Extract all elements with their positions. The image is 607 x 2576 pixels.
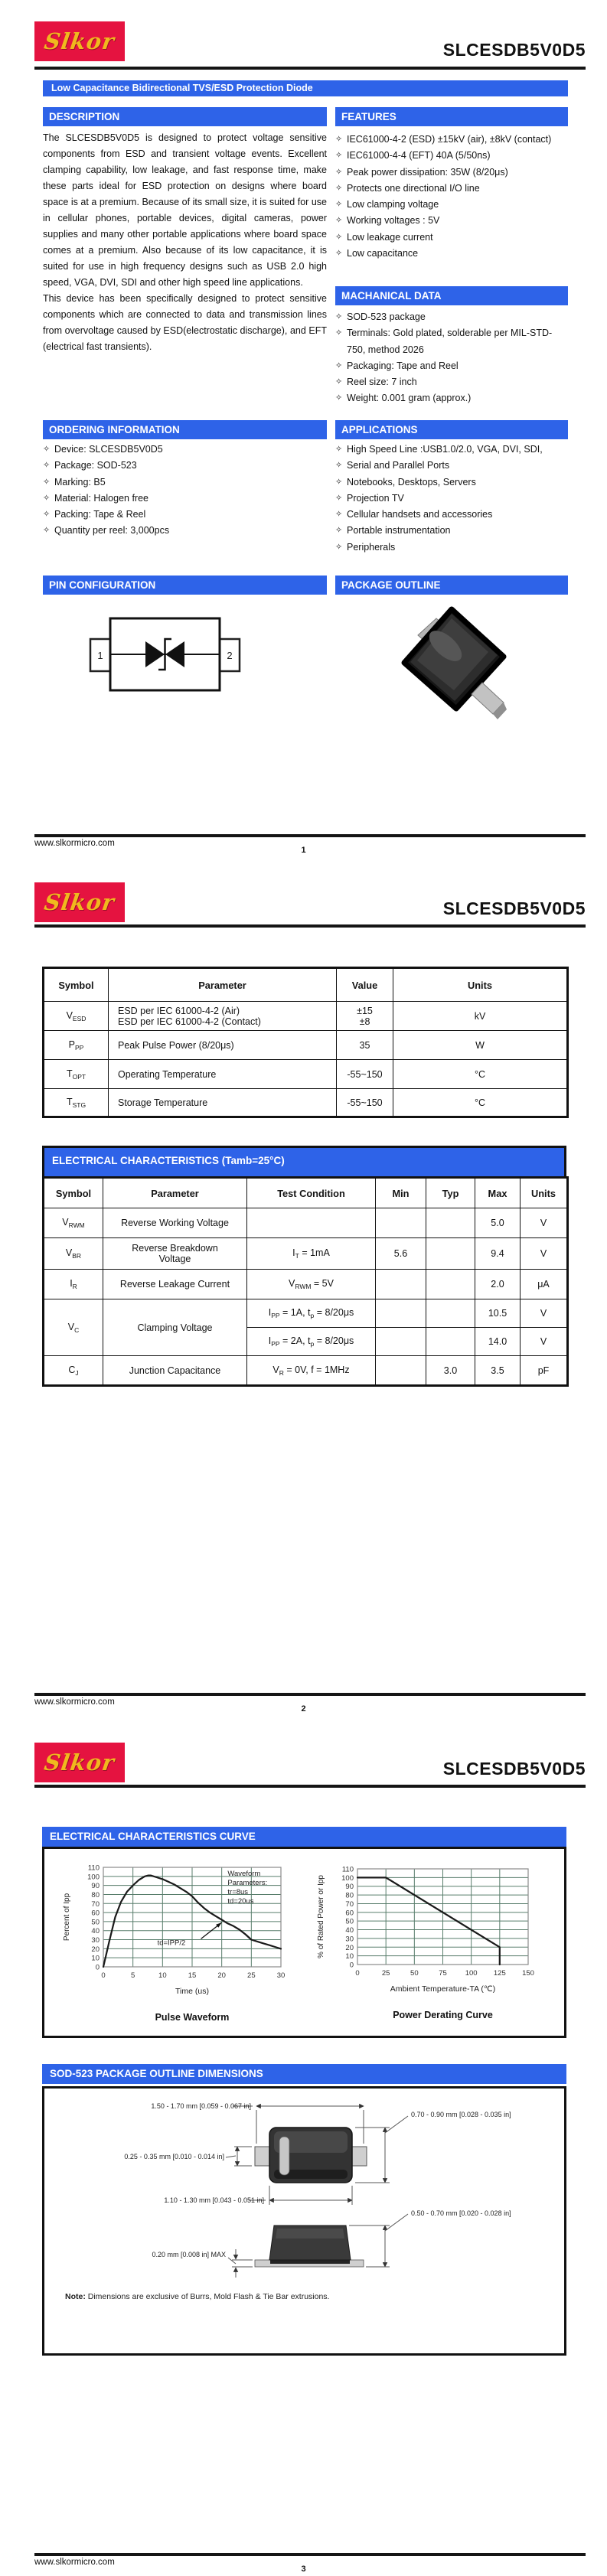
- section-header-applications: APPLICATIONS: [335, 420, 568, 439]
- svg-text:10: 10: [91, 1954, 100, 1963]
- page-number: 1: [301, 846, 306, 855]
- svg-text:20: 20: [345, 1943, 354, 1952]
- typ-cell: [426, 1299, 475, 1328]
- svg-text:125: 125: [493, 1969, 506, 1978]
- svg-text:70: 70: [345, 1899, 354, 1909]
- diamond-bullet-icon: ✧: [335, 461, 343, 471]
- typ-cell: [426, 1208, 475, 1238]
- section-header-package-outline: PACKAGE OUTLINE: [335, 576, 568, 595]
- dimensions-note: [65, 2292, 494, 2301]
- test-condition-cell: $I_T = 1mA$: [247, 1238, 376, 1270]
- electrical-characteristics-table: [42, 1176, 569, 1387]
- symbol-cell: $T_{OPT}$: [44, 1060, 109, 1089]
- value-cell: ±15 ±8: [337, 1002, 393, 1031]
- units-cell: W: [393, 1031, 568, 1060]
- page-number: 2: [301, 1704, 306, 1714]
- column-header: Max: [475, 1178, 521, 1208]
- power-derating-chart: [300, 1852, 553, 2038]
- table-row: [44, 1031, 568, 1060]
- min-cell: [376, 1208, 426, 1238]
- maximum-ratings-table: [42, 967, 569, 1118]
- table-row: [44, 1089, 568, 1117]
- diamond-bullet-icon: ✧: [335, 135, 343, 144]
- svg-text:0: 0: [95, 1963, 100, 1972]
- section-header-pin-configuration: PIN CONFIGURATION: [43, 576, 327, 595]
- parameter-cell: Junction Capacitance: [103, 1356, 247, 1386]
- list-item: ✧ IEC61000-4-4 (EFT) 40A (5/50ns): [335, 148, 568, 164]
- units-cell: V: [521, 1208, 568, 1238]
- symbol-cell: $C_J$: [44, 1356, 103, 1386]
- list-item: ✧ Serial and Parallel Ports: [335, 458, 568, 474]
- list-item: ✧ Marking: B5: [43, 474, 327, 491]
- diamond-bullet-icon: ✧: [335, 232, 343, 242]
- svg-text:100: 100: [465, 1969, 478, 1978]
- list-item: ✧ Cellular handsets and accessories: [335, 507, 568, 523]
- units-cell: V: [521, 1328, 568, 1356]
- svg-text:10: 10: [158, 1971, 167, 1980]
- svg-text:15: 15: [188, 1971, 197, 1980]
- table-row: [44, 1208, 568, 1238]
- diamond-bullet-icon: ✧: [335, 510, 343, 520]
- section-header-features: FEATURES: [335, 107, 568, 126]
- svg-text:60: 60: [345, 1909, 354, 1918]
- svg-text:50: 50: [410, 1969, 419, 1978]
- svg-text:Pulse Waveform: Pulse Waveform: [155, 2012, 230, 2023]
- symbol-cell: $I_R$: [44, 1270, 103, 1299]
- min-cell: [376, 1328, 426, 1356]
- svg-text:Power Derating Curve: Power Derating Curve: [393, 2010, 493, 2020]
- svg-text:110: 110: [87, 1864, 100, 1873]
- svg-text:90: 90: [345, 1883, 354, 1892]
- svg-text:25: 25: [381, 1969, 390, 1978]
- list-item: ✧ Low leakage current: [335, 230, 568, 246]
- column-header: Units: [393, 968, 568, 1002]
- diamond-bullet-icon: ✧: [335, 312, 343, 321]
- column-header: Value: [337, 968, 393, 1002]
- value-cell: 35: [337, 1031, 393, 1060]
- svg-text:25: 25: [247, 1971, 256, 1980]
- units-cell: °C: [393, 1089, 568, 1117]
- description-text: [43, 130, 327, 355]
- diamond-bullet-icon: ✧: [335, 477, 343, 487]
- list-item: ✧ Peak power dissipation: 35W (8/20μs): [335, 165, 568, 181]
- list-item: ✧ IEC61000-4-2 (ESD) ±15kV (air), ±8kV (contact): [335, 132, 568, 148]
- list-item: ✧ Portable instrumentation: [335, 523, 568, 539]
- electrical-characteristics-banner: ELECTRICAL CHARACTERISTICS (Tamb=25°C): [42, 1146, 566, 1176]
- table-row: [44, 1299, 568, 1328]
- symbol-cell: $V_{BR}$: [44, 1238, 103, 1270]
- typ-cell: [426, 1270, 475, 1299]
- min-cell: [376, 1356, 426, 1386]
- svg-text:td=20us: td=20us: [227, 1897, 254, 1906]
- min-cell: [376, 1270, 426, 1299]
- max-cell: 14.0: [475, 1328, 521, 1356]
- section-header-ordering: ORDERING INFORMATION: [43, 420, 327, 439]
- dim-body-width: 1.10 - 1.30 mm [0.043 - 0.051 in]: [164, 2196, 264, 2204]
- svg-text:50: 50: [345, 1917, 354, 1926]
- list-item: ✧ Low capacitance: [335, 246, 568, 262]
- part-number-title: SLCESDB5V0D5: [442, 1759, 586, 1779]
- svg-text:100: 100: [87, 1873, 100, 1882]
- test-condition-cell: [247, 1208, 376, 1238]
- subtitle-banner: Low Capacitance Bidirectional TVS/ESD Protection Diode: [43, 80, 568, 96]
- table-row: [44, 1060, 568, 1089]
- description-paragraph-2: This device has been specifically designed to protect sensitive components which are connected to data and transmission lines from overvoltage caused by ESD(electrostatic discharge), and EFT (electrical fast transients).: [43, 293, 327, 352]
- section-header-curves: ELECTRICAL CHARACTERISTICS CURVE: [42, 1827, 566, 1847]
- diamond-bullet-icon: ✧: [335, 445, 343, 454]
- symbol-cell: $V_{ESD}$: [44, 1002, 109, 1031]
- test-condition-cell: $I_{PP} = 2A$, $t_p = 8/20\mu s$: [247, 1328, 376, 1356]
- slkor-logo: [34, 882, 125, 922]
- column-header: Parameter: [103, 1178, 247, 1208]
- units-cell: pF: [521, 1356, 568, 1386]
- parameter-cell: Peak Pulse Power (8/20μs): [109, 1031, 337, 1060]
- footer-rule: [34, 834, 586, 837]
- diamond-bullet-icon: ✧: [335, 377, 343, 387]
- parameter-cell: Operating Temperature: [109, 1060, 337, 1089]
- parameter-cell: Storage Temperature: [109, 1089, 337, 1117]
- diamond-bullet-icon: ✧: [335, 493, 343, 503]
- svg-text:Parameters:: Parameters:: [227, 1879, 268, 1887]
- diamond-bullet-icon: ✧: [335, 526, 343, 536]
- diamond-bullet-icon: ✧: [335, 542, 343, 552]
- table-row: [44, 1270, 568, 1299]
- note-text: Dimensions are exclusive of Burrs, Mold Flash & Tie Bar extrusions.: [85, 2292, 330, 2301]
- page-number: 3: [301, 2565, 306, 2574]
- diamond-bullet-icon: ✧: [43, 461, 51, 471]
- svg-text:td=IPP/2: td=IPP/2: [157, 1939, 186, 1948]
- slkor-logo: [34, 1743, 125, 1782]
- list-item: ✧ Material: Halogen free: [43, 491, 327, 507]
- column-header: Symbol: [44, 968, 109, 1002]
- list-item: ✧ Package: SOD-523: [43, 458, 327, 474]
- diamond-bullet-icon: ✧: [335, 360, 343, 370]
- section-header-mechanical-data: MACHANICAL DATA: [335, 286, 568, 305]
- parameter-cell: Reverse Breakdown Voltage: [103, 1238, 247, 1270]
- max-cell: 3.5: [475, 1356, 521, 1386]
- section-header-package-dimensions: SOD-523 PACKAGE OUTLINE DIMENSIONS: [42, 2064, 566, 2084]
- symbol-cell: $V_{RWM}$: [44, 1208, 103, 1238]
- list-item: ✧ Terminals: Gold plated, solderable per MIL-STD-750, method 2026: [335, 325, 568, 358]
- svg-text:0: 0: [355, 1969, 360, 1978]
- svg-text:30: 30: [91, 1936, 100, 1945]
- diamond-bullet-icon: ✧: [335, 183, 343, 193]
- diamond-bullet-icon: ✧: [335, 151, 343, 161]
- list-item: ✧ Packing: Tape & Reel: [43, 507, 327, 523]
- column-header: Units: [521, 1178, 568, 1208]
- column-header: Typ: [426, 1178, 475, 1208]
- header-rule: [34, 924, 586, 928]
- max-cell: 2.0: [475, 1270, 521, 1299]
- min-cell: [376, 1299, 426, 1328]
- parameter-cell: Reverse Leakage Current: [103, 1270, 247, 1299]
- test-condition-cell: $V_R = 0V$, f = 1MHz: [247, 1356, 376, 1386]
- list-item: ✧ Low clamping voltage: [335, 197, 568, 213]
- list-item: ✧ Device: SLCESDB5V0D5: [43, 442, 327, 458]
- list-item: ✧ High Speed Line :USB1.0/2.0, VGA, DVI, SDI,: [335, 442, 568, 458]
- header-rule: [34, 1785, 586, 1788]
- table-row: [44, 1002, 568, 1031]
- units-cell: V: [521, 1238, 568, 1270]
- note-label: Note:: [65, 2292, 86, 2301]
- value-cell: -55~150: [337, 1089, 393, 1117]
- svg-text:0: 0: [101, 1971, 106, 1980]
- pin-configuration-diagram: [86, 611, 243, 697]
- dim-body-height: 0.70 - 0.90 mm [0.028 - 0.035 in]: [411, 2111, 511, 2118]
- footer-website: www.slkormicro.com: [34, 2558, 115, 2567]
- diamond-bullet-icon: ✧: [335, 249, 343, 259]
- dim-pkg-height: 0.50 - 0.70 mm [0.020 - 0.028 in]: [411, 2209, 511, 2217]
- list-item: ✧ Quantity per reel: 3,000pcs: [43, 523, 327, 539]
- list-item: ✧ SOD-523 package: [335, 309, 568, 325]
- svg-text:80: 80: [345, 1891, 354, 1900]
- description-paragraph-1: The SLCESDB5V0D5 is designed to protect voltage sensitive components from ESD and transient voltage events. Excellent clamping capability, low leakage, and fast response time, make these parts ideal for ESD protection on designs where board space is at a premium. Because of its small size, it is suited for use in cellular phones, portable devices, digital cameras, power supplies and many other portable applications where board space comes at a premium. Also because of its low capacitance, it is suited for use in high frequency designs such as USB 2.0 high speed, VGA, DVI, SDI and other high speed line applications.: [43, 132, 327, 288]
- dim-standoff: 0.20 mm [0.008 in] MAX: [152, 2251, 226, 2258]
- sod523-dimension-drawing: [44, 2089, 565, 2353]
- typ-cell: [426, 1328, 475, 1356]
- diamond-bullet-icon: ✧: [335, 393, 343, 403]
- footer-website: www.slkormicro.com: [34, 839, 115, 848]
- section-header-description: DESCRIPTION: [43, 107, 327, 126]
- value-cell: -55~150: [337, 1060, 393, 1089]
- svg-text:75: 75: [439, 1969, 447, 1978]
- part-number-title: SLCESDB5V0D5: [442, 898, 586, 918]
- slkor-logo-text: Slkor: [42, 889, 117, 915]
- max-cell: 10.5: [475, 1299, 521, 1328]
- diamond-bullet-icon: ✧: [43, 477, 51, 487]
- svg-text:20: 20: [217, 1971, 226, 1980]
- max-cell: 5.0: [475, 1208, 521, 1238]
- diamond-bullet-icon: ✧: [335, 328, 343, 338]
- slkor-logo-text: Slkor: [42, 28, 117, 54]
- parameter-cell: ESD per IEC 61000-4-2 (Air) ESD per IEC 61000-4-2 (Contact): [109, 1002, 337, 1031]
- ordering-list: [43, 442, 327, 540]
- package-3d-image: [392, 602, 511, 730]
- svg-text:5: 5: [131, 1971, 135, 1980]
- max-cell: 9.4: [475, 1238, 521, 1270]
- svg-text:tr=8us: tr=8us: [227, 1888, 249, 1896]
- table-row: [44, 1356, 568, 1386]
- svg-text:80: 80: [91, 1890, 100, 1899]
- svg-text:110: 110: [341, 1865, 354, 1874]
- mechanical-data-list: [335, 309, 568, 407]
- svg-text:40: 40: [345, 1926, 354, 1935]
- diamond-bullet-icon: ✧: [335, 216, 343, 226]
- svg-text:60: 60: [91, 1909, 100, 1918]
- list-item: ✧ Packaging: Tape and Reel: [335, 358, 568, 374]
- svg-text:40: 40: [91, 1927, 100, 1936]
- diamond-bullet-icon: ✧: [43, 510, 51, 520]
- parameter-cell: Clamping Voltage: [103, 1299, 247, 1356]
- svg-text:100: 100: [341, 1873, 354, 1883]
- diamond-bullet-icon: ✧: [335, 167, 343, 177]
- svg-text:30: 30: [345, 1935, 354, 1944]
- list-item: ✧ Notebooks, Desktops, Servers: [335, 474, 568, 491]
- units-cell: °C: [393, 1060, 568, 1089]
- typ-cell: [426, 1238, 475, 1270]
- svg-text:20: 20: [91, 1945, 100, 1954]
- footer-rule: [34, 1693, 586, 1696]
- column-header: Parameter: [109, 968, 337, 1002]
- header-rule: [34, 67, 586, 70]
- svg-text:30: 30: [276, 1971, 286, 1980]
- dim-top-width: 1.50 - 1.70 mm [0.059 - 0.067 in]: [151, 2102, 251, 2110]
- list-item: ✧ Weight: 0.001 gram (approx.): [335, 390, 568, 406]
- features-list: [335, 132, 568, 262]
- footer-website: www.slkormicro.com: [34, 1697, 115, 1707]
- units-cell: kV: [393, 1002, 568, 1031]
- svg-text:Time (us): Time (us): [175, 1987, 209, 1996]
- diamond-bullet-icon: ✧: [43, 526, 51, 536]
- slkor-logo-text: Slkor: [42, 1749, 117, 1775]
- svg-text:90: 90: [91, 1882, 100, 1891]
- test-condition-cell: $V_{RWM} = 5V$: [247, 1270, 376, 1299]
- test-condition-cell: $I_{PP} = 1A$, $t_p = 8/20\mu s$: [247, 1299, 376, 1328]
- svg-text:150: 150: [522, 1969, 534, 1978]
- units-cell: V: [521, 1299, 568, 1328]
- svg-text:Waveform: Waveform: [227, 1870, 261, 1878]
- parameter-cell: Reverse Working Voltage: [103, 1208, 247, 1238]
- list-item: ✧ Working voltages : 5V: [335, 213, 568, 229]
- column-header: Symbol: [44, 1178, 103, 1208]
- units-cell: μA: [521, 1270, 568, 1299]
- svg-text:Percent of Ipp: Percent of Ipp: [63, 1893, 71, 1942]
- slkor-logo: [34, 21, 125, 61]
- svg-text:50: 50: [91, 1918, 100, 1927]
- list-item: ✧ Projection TV: [335, 491, 568, 507]
- diamond-bullet-icon: ✧: [335, 200, 343, 210]
- svg-text:Ambient Temperature-TA (℃): Ambient Temperature-TA (℃): [390, 1984, 496, 1994]
- column-header: Min: [376, 1178, 426, 1208]
- dim-lead-width: 0.25 - 0.35 mm [0.010 - 0.014 in]: [124, 2153, 224, 2160]
- typ-cell: 3.0: [426, 1356, 475, 1386]
- pin1-label: 1: [97, 650, 103, 661]
- list-item: ✧ Protects one directional I/O line: [335, 181, 568, 197]
- pin2-label: 2: [227, 650, 233, 661]
- svg-text:0: 0: [349, 1961, 354, 1970]
- svg-text:70: 70: [91, 1899, 100, 1909]
- footer-rule: [34, 2553, 586, 2556]
- column-header: Test Condition: [247, 1178, 376, 1208]
- pulse-waveform-chart: [46, 1852, 299, 2038]
- symbol-cell: $P_{PP}$: [44, 1031, 109, 1060]
- list-item: ✧ Reel size: 7 inch: [335, 374, 568, 390]
- diamond-bullet-icon: ✧: [43, 445, 51, 454]
- svg-text:10: 10: [345, 1952, 354, 1961]
- min-cell: 5.6: [376, 1238, 426, 1270]
- part-number-title: SLCESDB5V0D5: [442, 40, 586, 60]
- applications-list: [335, 442, 568, 556]
- diamond-bullet-icon: ✧: [43, 493, 51, 503]
- symbol-cell: $T_{STG}$: [44, 1089, 109, 1117]
- table-row: [44, 1238, 568, 1270]
- svg-text:% of Rated Power or Ipp: % of Rated Power or Ipp: [317, 1875, 325, 1958]
- symbol-cell: $V_C$: [44, 1299, 103, 1356]
- list-item: ✧ Peripherals: [335, 540, 568, 556]
